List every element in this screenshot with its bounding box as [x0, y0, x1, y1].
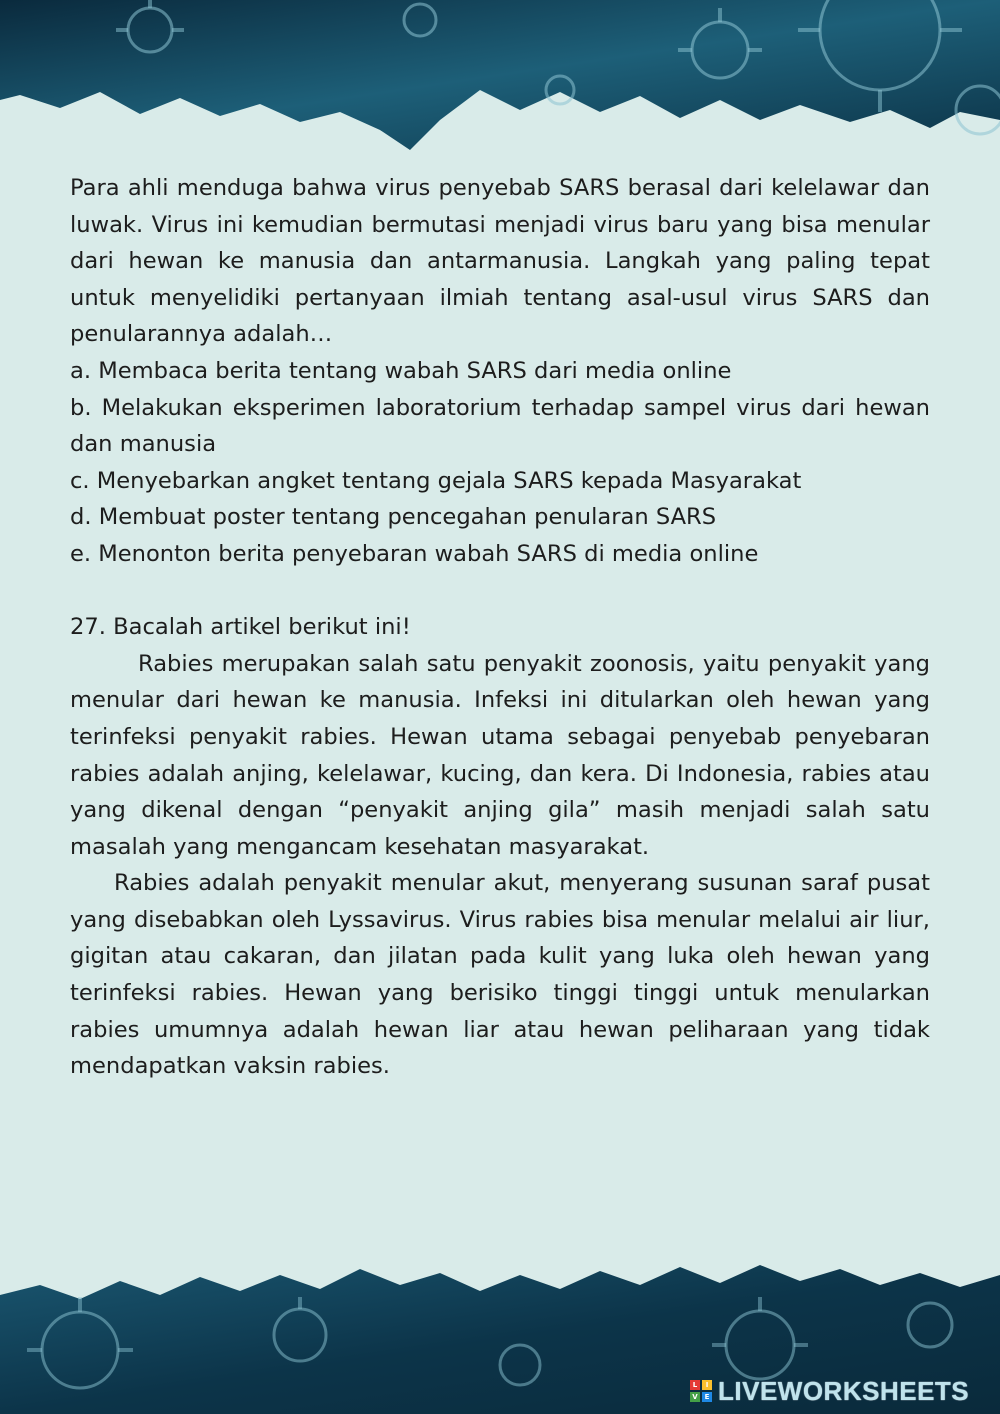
logo-letter-l: L	[690, 1380, 700, 1390]
logo-letter-v: V	[690, 1392, 700, 1402]
option-a: a. Membaca berita tentang wabah SARS dari media online	[70, 357, 732, 384]
top-band-shape	[0, 0, 1000, 150]
liveworksheets-text: LIVEWORKSHEETS	[718, 1375, 970, 1406]
liveworksheets-watermark	[690, 1376, 969, 1406]
article-paragraph-1: Rabies merupakan salah satu penyakit zoonosis, yaitu penyakit yang menular dari hewan ke manusia. Infeksi ini ditularkan oleh hewan yang terinfeksi penyakit rabies. Hewan utama sebagai penyebab penyebaran rabies adalah anjing, kelelawar, kucing, dan kera. Di Indonesia, rabies atau yang dikenal dengan “penyakit anjing gila” masih menjadi salah satu masalah yang mengancam kesehatan masyarakat.	[70, 650, 930, 860]
top-virus-banner	[0, 0, 1000, 160]
top-banner-graphic	[0, 0, 1000, 160]
question-27-heading: 27. Bacalah artikel berikut ini!	[70, 614, 411, 641]
logo-letter-i: I	[702, 1380, 712, 1390]
article-paragraph-2: Rabies adalah penyakit menular akut, menyerang susunan saraf pusat yang disebabkan oleh Lyssavirus. Virus rabies bisa menular melalui air liur, gigitan atau cakaran, dan jilatan pada kulit yang luka oleh hewan yang terinfeksi rabies. Hewan yang berisiko tinggi tinggi untuk menularkan rabies umumnya adalah hewan liar atau hewan peliharaan yang tidak mendapatkan vaksin rabies.	[70, 870, 930, 1080]
intro-paragraph: Para ahli menduga bahwa virus penyebab SARS berasal dari kelelawar dan luwak. Virus ini kemudian bermutasi menjadi virus baru yang bisa menular dari hewan ke manusia dan antarmanusia. Langkah yang paling tepat untuk menyelidiki pertanyaan ilmiah tentang asal-usul virus SARS dan penularannya adalah…	[70, 175, 930, 348]
option-b: b. Melakukan eksperimen laboratorium terhadap sampel virus dari hewan dan manusia	[70, 394, 930, 458]
option-c: c. Menyebarkan angket tentang gejala SARS kepada Masyarakat	[70, 467, 802, 494]
option-d: d. Membuat poster tentang pencegahan penularan SARS	[70, 504, 717, 531]
spacer	[70, 573, 930, 610]
worksheet-content	[70, 170, 930, 1085]
liveworksheets-logo-icon	[690, 1380, 712, 1402]
option-e: e. Menonton berita penyebaran wabah SARS di media online	[70, 540, 759, 567]
logo-letter-e: E	[702, 1392, 712, 1402]
